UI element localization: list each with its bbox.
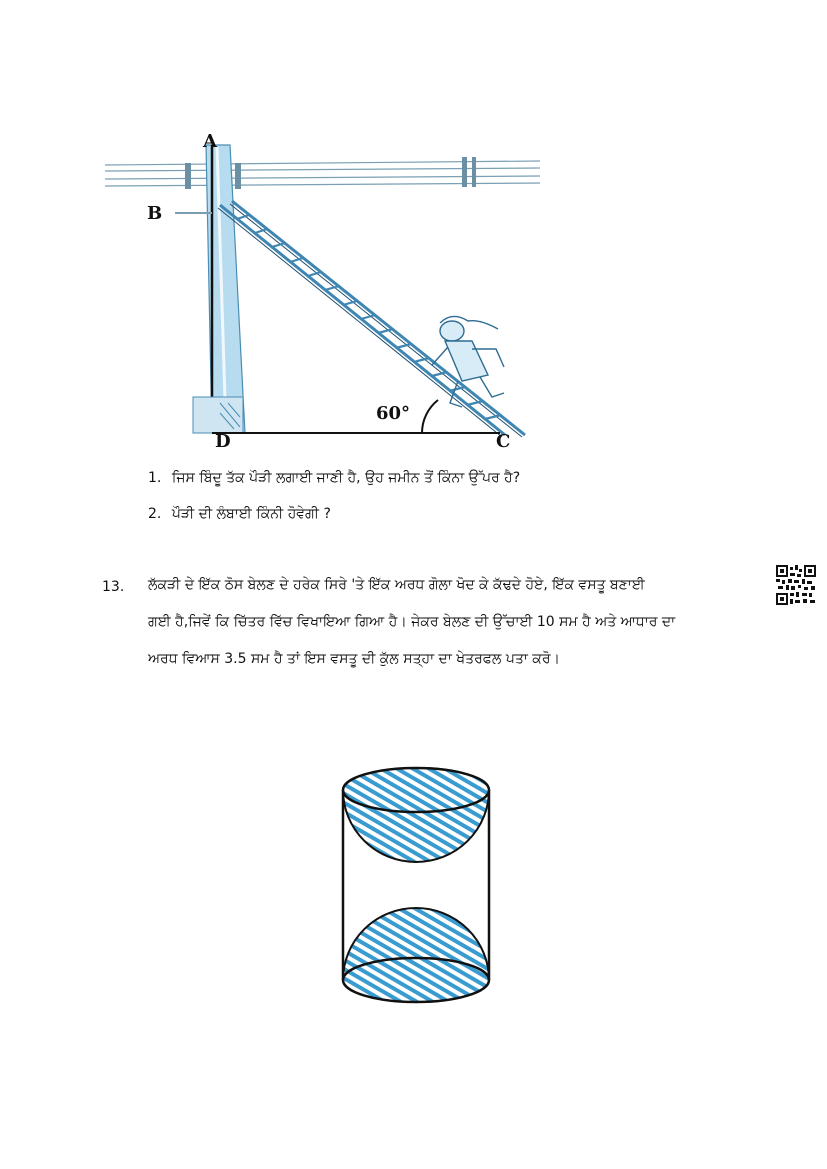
sub-question-2 (148, 504, 331, 524)
sub-question-text: ਪੌੜੀ ਦੀ ਲੰਬਾਈ ਕਿੰਨੀ ਹੋਵੇਗੀ ? (171, 506, 331, 522)
label-point-b: B (147, 203, 163, 224)
sub-question-text: ਜਿਸ ਬਿੰਦੂ ਤੱਕ ਪੌੜੀ ਲਗਾਈ ਜਾਣੀ ਹੈ, ਉਹ ਜਮੀਨ ਤੋਂ ਕਿੰਨਾ ਉੱਪਰ ਹੈ? (171, 470, 521, 486)
sub-question-number: 2. (148, 506, 162, 522)
question-13-line-1: ਲੱਕੜੀ ਦੇ ਇੱਕ ਠੋਸ ਬੇਲਣ ਦੇ ਹਰੇਕ ਸਿਰੇ 'ਤੇ ਇੱਕ ਅਰਧ ਗੋਲਾ ਖੋਦ ਕੇ ਕੱਢਦੇ ਹੋਏ, ਇੱਕ ਵਸਤੂ ਬਣਾਈ (148, 577, 645, 593)
question-number: 13. (102, 579, 125, 595)
question-13-line-2: ਗਈ ਹੈ,ਜਿਵੇਂ ਕਿ ਚਿੱਤਰ ਵਿੱਚ ਵਿਖਾਇਆ ਗਿਆ ਹੈ। ਜੇਕਰ ਬੇਲਣ ਦੀ ਉੱਚਾਈ 10 ਸਮ ਹੈ ਅਤੇ ਆਧਾਰ ਦਾ (148, 614, 676, 630)
qr-code (776, 565, 816, 605)
label-point-a: A (203, 131, 217, 152)
ladder (218, 201, 525, 437)
ladder-pole-diagram (100, 135, 550, 455)
question-13-line-3: ਅਰਧ ਵਿਆਸ 3.5 ਸਮ ਹੈ ਤਾਂ ਇਸ ਵਸਤੂ ਦੀ ਕੁੱਲ ਸਤ੍ਹਾ ਦਾ ਖੇਤਰਫਲ ਪਤਾ ਕਰੋ। (148, 651, 560, 667)
cylinder-figure (330, 760, 505, 1010)
angle-arc (422, 400, 438, 433)
label-angle: 60° (376, 403, 411, 424)
label-point-d: D (215, 431, 231, 452)
qr-code-icon (776, 565, 816, 605)
ladder-pole-figure (100, 131, 550, 455)
sub-question-1 (148, 468, 520, 488)
cylinder-hemisphere-diagram (330, 760, 505, 1010)
label-point-c: C (496, 431, 511, 452)
sub-question-number: 1. (148, 470, 162, 486)
